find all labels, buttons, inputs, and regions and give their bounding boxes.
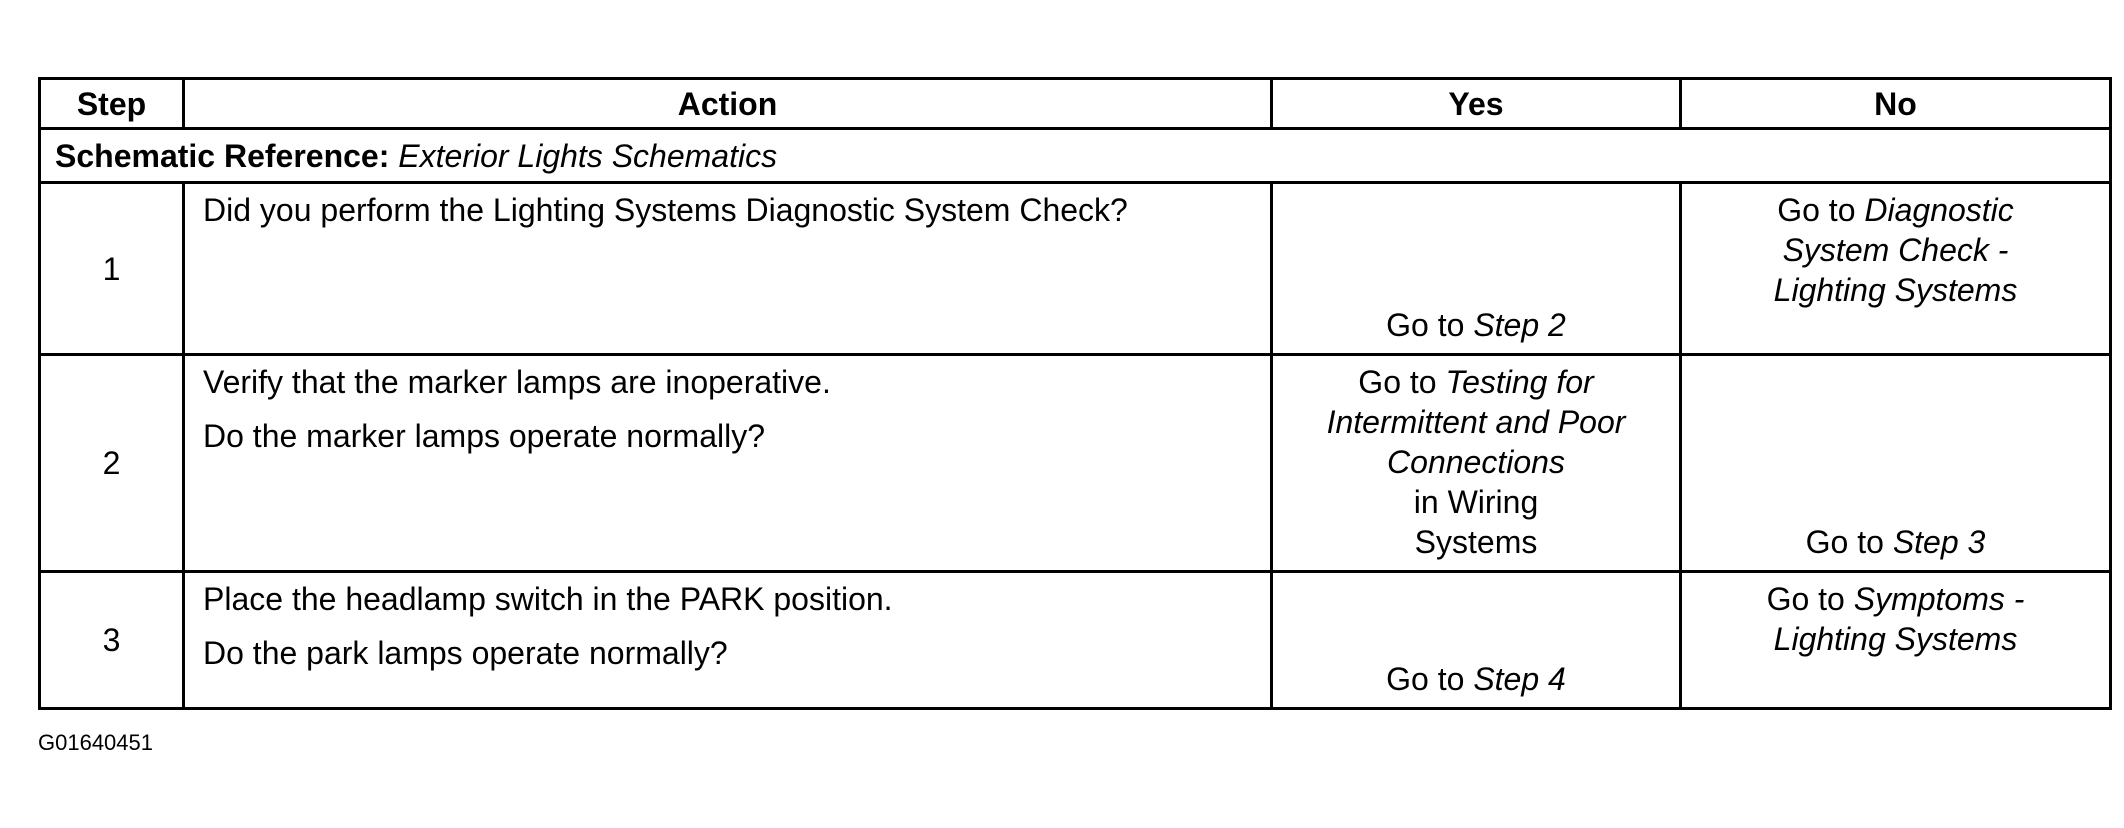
- no-cell: [1681, 571, 2111, 708]
- yes-prefix: Go to: [1386, 661, 1465, 697]
- yes-target: Step 2: [1473, 307, 1566, 344]
- yes-cell: [1272, 183, 1681, 355]
- no-cell: [1681, 355, 2111, 571]
- yes-target: Connections: [1387, 444, 1565, 481]
- action-cell: [184, 571, 1272, 708]
- yes-target: Step 4: [1473, 661, 1566, 697]
- schematic-reference-value: Exterior Lights Schematics: [398, 137, 778, 174]
- yes-suffix: Systems: [1414, 524, 1538, 561]
- header-action: Action: [184, 79, 1272, 129]
- figure-id: G01640451: [38, 730, 153, 755]
- action-text: Did you perform the Lighting Systems Diagnostic System Check?: [203, 192, 1128, 229]
- header-step: Step: [40, 79, 184, 129]
- header-row: [40, 79, 2111, 129]
- action-cell: [184, 355, 1272, 571]
- no-target: Lighting Systems: [1773, 620, 2018, 657]
- no-cell: [1681, 183, 2111, 355]
- no-target: Lighting Systems: [1773, 272, 2018, 309]
- no-target: Symptoms -: [1853, 580, 2025, 617]
- no-prefix: Go to: [1777, 192, 1856, 229]
- table-row: [40, 571, 2111, 708]
- yes-suffix: in Wiring: [1413, 484, 1539, 521]
- step-number: 3: [40, 571, 184, 708]
- action-question: Do the marker lamps operate normally?: [203, 418, 766, 455]
- diagnostic-table: [38, 77, 2112, 710]
- table-row: [40, 183, 2111, 355]
- schematic-reference-row: [40, 129, 2111, 183]
- yes-prefix: Go to: [1386, 307, 1465, 344]
- step-number: 2: [40, 355, 184, 571]
- no-target: Diagnostic: [1864, 192, 2014, 229]
- action-question: Do the park lamps operate normally?: [203, 634, 728, 671]
- yes-cell: [1272, 571, 1681, 708]
- action-text: Place the headlamp switch in the PARK position.: [203, 580, 893, 617]
- schematic-reference: [40, 129, 2111, 183]
- header-yes: Yes: [1272, 79, 1681, 129]
- no-prefix: Go to: [1805, 523, 1884, 560]
- schematic-reference-label: Schematic Reference:: [55, 137, 390, 174]
- no-prefix: Go to: [1766, 580, 1845, 617]
- yes-target: Testing for: [1445, 364, 1594, 401]
- no-target: System Check -: [1782, 232, 2009, 269]
- step-number: 1: [40, 183, 184, 355]
- action-text: Verify that the marker lamps are inoperative.: [203, 364, 831, 401]
- yes-prefix: Go to: [1358, 364, 1437, 401]
- yes-target: Intermittent and Poor: [1326, 404, 1626, 441]
- action-cell: [184, 183, 1272, 355]
- table-row: [40, 355, 2111, 571]
- yes-cell: [1272, 355, 1681, 571]
- header-no: No: [1681, 79, 2111, 129]
- no-target: Step 3: [1892, 523, 1986, 560]
